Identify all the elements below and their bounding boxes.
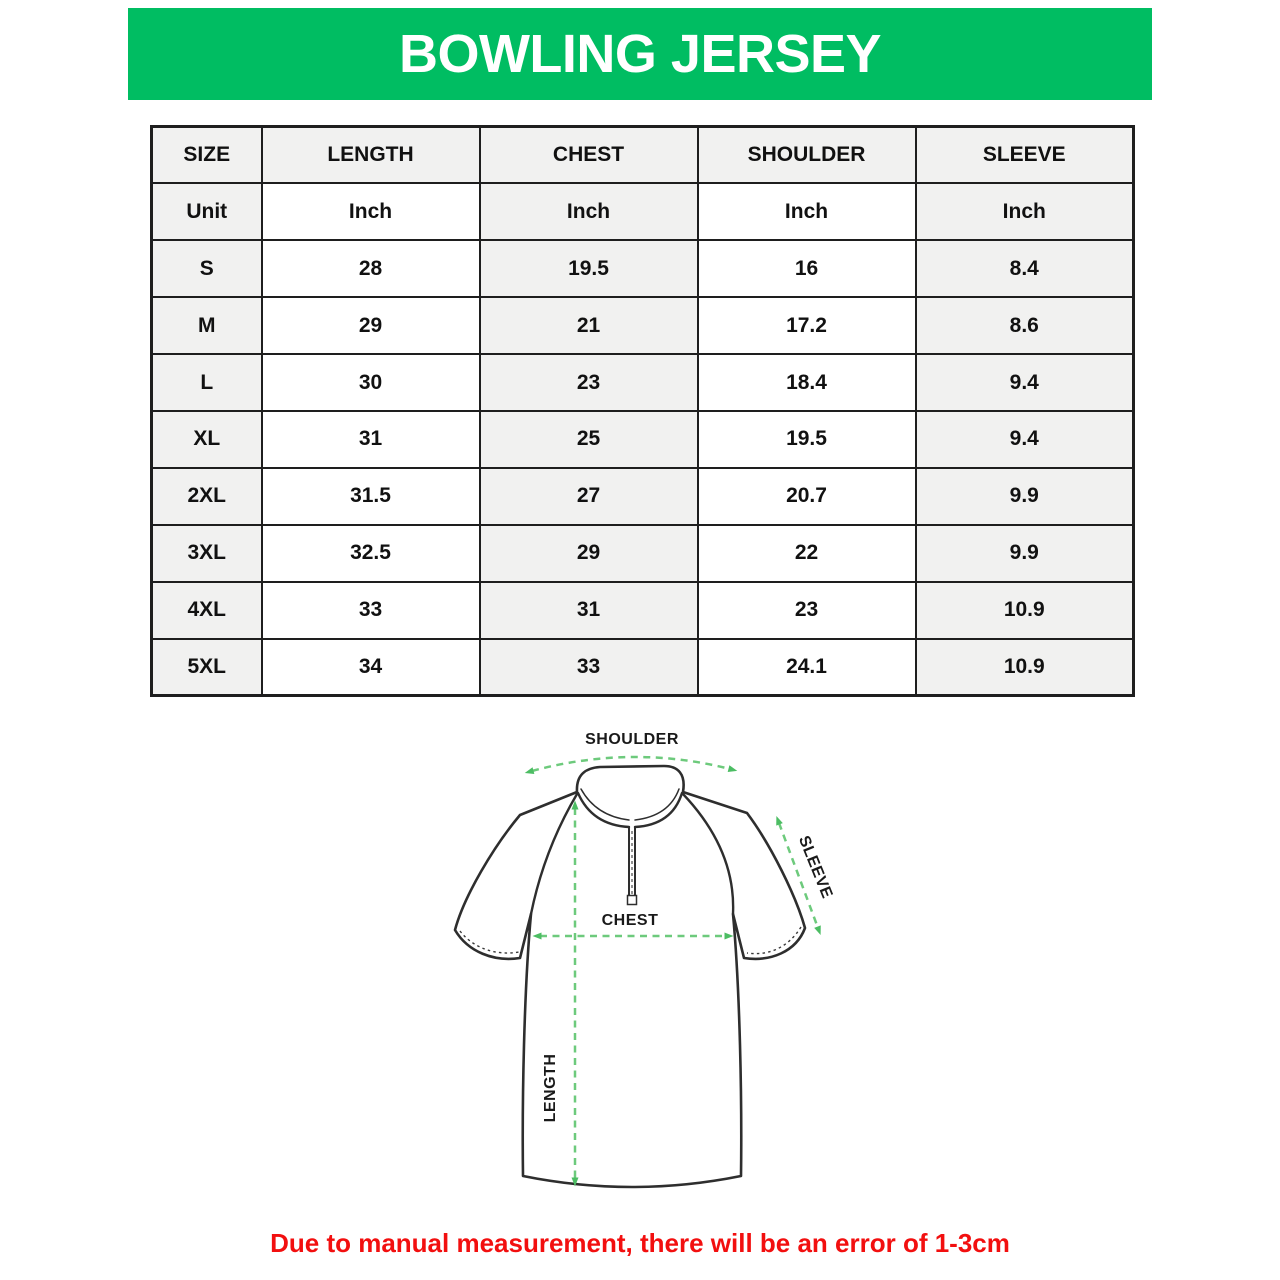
unit-value-length: Inch [262, 183, 480, 240]
unit-value-shoulder: Inch [698, 183, 916, 240]
length-value: 32.5 [262, 525, 480, 582]
unit-row [152, 183, 1134, 240]
chest-value: 21 [480, 297, 698, 354]
sleeve-value: 9.4 [916, 411, 1134, 468]
size-row-5xl [152, 639, 1134, 696]
chest-value: 19.5 [480, 240, 698, 297]
jersey-illustration [455, 766, 805, 1187]
sleeve-value: 9.9 [916, 468, 1134, 525]
size-row-m [152, 297, 1134, 354]
shoulder-value: 19.5 [698, 411, 916, 468]
sleeve-value: 10.9 [916, 582, 1134, 639]
size-chart-table [150, 125, 1135, 697]
size-row-l [152, 354, 1134, 411]
page-title: BOWLING JERSEY [398, 24, 882, 84]
length-value: 31 [262, 411, 480, 468]
length-value: 30 [262, 354, 480, 411]
column-header-length: LENGTH [262, 127, 480, 184]
shoulder-value: 20.7 [698, 468, 916, 525]
size-label: L [152, 354, 262, 411]
size-label: S [152, 240, 262, 297]
shoulder-label: SHOULDER [585, 731, 679, 748]
size-label: 5XL [152, 639, 262, 696]
size-row-xl [152, 411, 1134, 468]
length-value: 33 [262, 582, 480, 639]
title-banner [128, 8, 1152, 100]
unit-value-sleeve: Inch [916, 183, 1134, 240]
shoulder-value: 18.4 [698, 354, 916, 411]
length-label: LENGTH [542, 1053, 559, 1123]
size-row-s [152, 240, 1134, 297]
shoulder-value: 16 [698, 240, 916, 297]
size-label: 2XL [152, 468, 262, 525]
chest-value: 31 [480, 582, 698, 639]
sleeve-value: 9.4 [916, 354, 1134, 411]
length-value: 34 [262, 639, 480, 696]
length-value: 28 [262, 240, 480, 297]
measurement-disclaimer: Due to manual measurement, there will be an error of 1-3cm [270, 1228, 1010, 1258]
measurement-diagram [420, 700, 860, 1210]
jersey-diagram-svg [420, 700, 860, 1210]
chest-value: 29 [480, 525, 698, 582]
size-label: 3XL [152, 525, 262, 582]
size-row-4xl [152, 582, 1134, 639]
chest-value: 23 [480, 354, 698, 411]
chest-label: CHEST [601, 912, 659, 929]
sleeve-label: SLEEVE [794, 833, 836, 902]
size-label: M [152, 297, 262, 354]
column-header-chest: CHEST [480, 127, 698, 184]
chest-value: 27 [480, 468, 698, 525]
size-row-2xl [152, 468, 1134, 525]
unit-label: Unit [152, 183, 262, 240]
sleeve-value: 8.4 [916, 240, 1134, 297]
sleeve-value: 10.9 [916, 639, 1134, 696]
table-header-row [152, 127, 1134, 184]
size-row-3xl [152, 525, 1134, 582]
column-header-sleeve: SLEEVE [916, 127, 1134, 184]
shoulder-value: 24.1 [698, 639, 916, 696]
chest-value: 33 [480, 639, 698, 696]
shoulder-value: 22 [698, 525, 916, 582]
length-value: 29 [262, 297, 480, 354]
zipper-pull [628, 896, 637, 905]
shoulder-value: 17.2 [698, 297, 916, 354]
size-label: XL [152, 411, 262, 468]
shoulder-value: 23 [698, 582, 916, 639]
unit-value-chest: Inch [480, 183, 698, 240]
size-label: 4XL [152, 582, 262, 639]
length-value: 31.5 [262, 468, 480, 525]
sleeve-value: 8.6 [916, 297, 1134, 354]
sleeve-value: 9.9 [916, 525, 1134, 582]
column-header-shoulder: SHOULDER [698, 127, 916, 184]
column-header-size: SIZE [152, 127, 262, 184]
chest-value: 25 [480, 411, 698, 468]
